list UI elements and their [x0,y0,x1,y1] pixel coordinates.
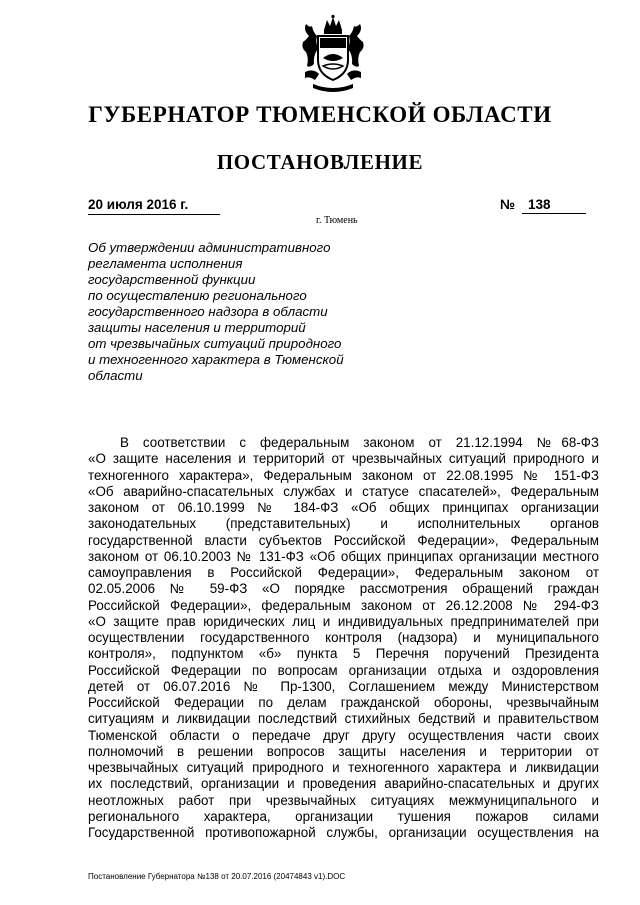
body-line: законом от 06.10.2003 № 131-ФЗ «Об общих принципах организации местного [88,548,599,564]
body-line: государственной власти субъектов Российской Федерации», Федеральным [88,532,599,548]
body-line: Тюменской области о передаче друг другу осуществления части своих [88,727,599,743]
number-sign: № [500,197,516,212]
subject-line: и техногенного характера в Тюменской [88,352,344,367]
subject-line: области [88,368,143,383]
body-line: «Об аварийно-спасательных службах и статусе спасателей», Федеральным [88,483,599,499]
document-number-field [500,196,588,214]
document-subject [88,240,388,384]
body-line: Государственной противопожарной службы, организации осуществления на [88,825,599,840]
body-line: чрезвычайных ситуаций природного и техногенного характера и ликвидации [88,760,599,775]
body-line: Российской Федерации по вопросам организации отдыха и оздоровления [88,662,599,678]
body-paragraph [88,435,599,841]
body-line: «О защите населения и территорий от чрезвычайных ситуаций природного и [88,451,599,467]
body-line: техногенного характера», Федеральным законом от 22.08.1995 № 151-ФЗ [88,467,599,483]
subject-line: государственного надзора в области [88,304,328,319]
body-line: полномочий в решении вопросов защиты населения и территории от [88,743,599,759]
body-line: детей от 06.07.2016 № Пр-1300, Соглашением между Министерством [88,678,599,694]
subject-line: по осуществлению регионального [88,288,307,303]
document-date-field [88,196,220,215]
body-line: неотложных работ при чрезвычайных ситуациях межмуниципального и [88,792,599,808]
subject-line: Об утверждении административного [88,240,331,255]
footer-filename: Постановление Губернатора №138 от 20.07.2016 (20474843 v1).DOC [88,872,346,881]
issue-city: г. Тюмень [316,215,358,226]
body-line: осуществлении государственного контроля (надзора) и муниципального [88,630,599,645]
subject-line: государственной функции [88,272,256,287]
document-type-heading: ПОСТАНОВЛЕНИЕ [216,150,424,174]
body-line: их последствий, организации и проведения аварийно-спасательных и других [88,776,599,792]
subject-line: от чрезвычайных ситуаций природного [88,336,342,351]
coat-of-arms-emblem [293,14,373,96]
subject-line: регламента исполнения [88,256,243,271]
body-line: законодательных (представительных) и исполнительных органов [88,516,599,532]
body-line: Российской Федерации по делам гражданской обороны, чрезвычайным [88,695,599,710]
document-number: 138 [522,197,586,214]
body-line: Российской Федерации», федеральным законом от 26.12.2008 № 294-ФЗ [88,597,599,613]
body-line: ситуациям и ликвидации последствий стихийных бедствий и правительством [88,711,599,727]
body-line: законом от 06.10.1999 № 184-ФЗ «Об общих принципах организации [88,500,599,515]
body-line: контроля», подпунктом «б» пункта 5 Перечня поручений Президента [88,646,599,662]
subject-line: защиты населения и территорий [88,320,306,335]
document-date: 20 июля 2016 г. [88,197,189,212]
body-line: самоуправления в Российской Федерации», Федеральным законом от [88,565,599,580]
body-line: В соответствии с федеральным законом от 21.12.1994 №68-ФЗ [120,435,599,450]
issuer-title: ГУБЕРНАТОР ТЮМЕНСКОЙ ОБЛАСТИ [88,102,552,127]
body-line: регионального характера, организации тушения пожаров силами [88,808,599,824]
body-line: «О защите прав юридических лиц и индивидуальных предпринимателей при [88,613,599,629]
body-line: 02.05.2006 № 59-ФЗ «О порядке рассмотрения обращений граждан [88,581,599,597]
